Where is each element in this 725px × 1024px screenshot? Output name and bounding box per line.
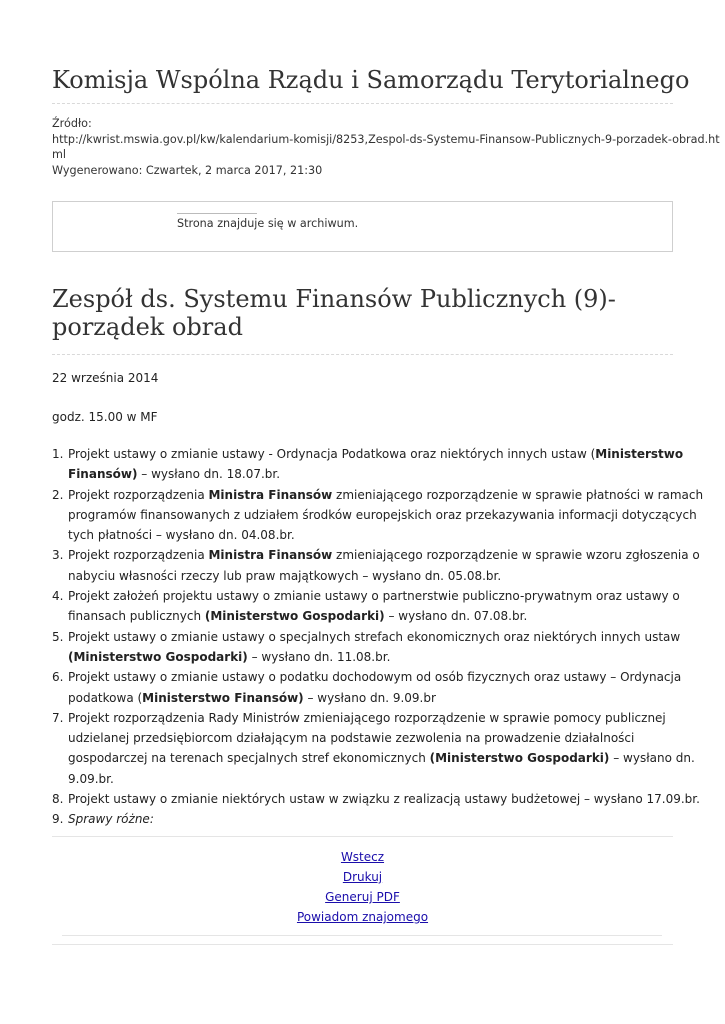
footer-divider bbox=[52, 944, 673, 945]
agenda-item-text: – wysłano dn. 07.08.br. bbox=[384, 609, 528, 624]
agenda-item-line bbox=[68, 728, 673, 748]
article-title-line-1: Zespół ds. Systemu Finansów Publicznych (9)- bbox=[52, 285, 616, 313]
agenda-item-emphasis: Ministerstwo Finansów) bbox=[142, 690, 304, 705]
agenda-item-number: 1. bbox=[52, 447, 64, 461]
agenda-item-line bbox=[68, 667, 682, 687]
agenda-item-emphasis: Ministra Finansów bbox=[208, 487, 333, 502]
notify-friend-link[interactable]: Powiadom znajomego bbox=[296, 910, 429, 924]
agenda-item-emphasis: (Ministerstwo Gospodarki) bbox=[204, 609, 385, 624]
meeting-date: 22 września 2014 bbox=[52, 371, 159, 385]
agenda-item-text: zmieniającego rozporządzenie w sprawie płatności w ramach bbox=[332, 487, 704, 502]
agenda-item-number: 8. bbox=[52, 792, 64, 807]
agenda-item bbox=[52, 809, 673, 829]
article-title-line-2: porządek obrad bbox=[52, 313, 243, 341]
article-title-divider bbox=[52, 354, 673, 355]
content-divider bbox=[52, 836, 673, 837]
agenda-item-text: 9.09.br. bbox=[68, 771, 114, 786]
agenda-item-text: – wysłano dn. 9.09.br bbox=[303, 690, 436, 705]
agenda-item-text: – wysłano dn. 11.08.br. bbox=[247, 649, 391, 664]
agenda-item-line bbox=[68, 627, 681, 647]
page-actions bbox=[52, 847, 673, 927]
source-url-line-1: http://kwrist.mswia.gov.pl/kw/kalendarium-komisji/8253,Zespol-ds-Systemu-Finansow-Publicznych-9-porzadek-obrad.ht bbox=[52, 132, 720, 146]
agenda-item-number: 3. bbox=[52, 548, 64, 563]
agenda-item-text: udzielanej przedsiębiorcom działającym na podstawie zezwolenia na prowadzenie działalności bbox=[68, 731, 635, 746]
agenda-item bbox=[52, 667, 682, 708]
agenda-item-text: Projekt rozporządzenia bbox=[68, 487, 209, 502]
agenda-item-text: zmieniającego rozporządzenie w sprawie wzoru zgłoszenia o bbox=[332, 548, 700, 563]
agenda-item-text: Projekt ustawy o zmianie ustawy o podatku dochodowym od osób fizycznych oraz ustawy – Ordynacja bbox=[68, 670, 682, 685]
agenda-item bbox=[52, 708, 695, 789]
agenda-item-line bbox=[68, 748, 695, 768]
site-title: Komisja Wspólna Rządu i Samorządu Terytorialnego bbox=[52, 66, 690, 94]
agenda-item bbox=[52, 627, 681, 668]
agenda-item-line bbox=[68, 586, 680, 606]
agenda-item-number: 9. bbox=[52, 812, 64, 827]
agenda-item-text: Sprawy różne: bbox=[68, 812, 154, 827]
agenda-item-text: programów finansowanych z udziałem środków europejskich oraz przekazywania informacji dotyczących bbox=[68, 507, 697, 522]
agenda-item-text: podatkowa ( bbox=[68, 690, 143, 705]
agenda-item-line bbox=[68, 566, 673, 586]
agenda-item-emphasis: (Ministerstwo Gospodarki) bbox=[429, 751, 610, 766]
agenda-item-line bbox=[68, 789, 700, 809]
source-url-line-2: ml bbox=[52, 148, 67, 161]
archive-notice-rule bbox=[177, 213, 257, 214]
agenda-item-number: 5. bbox=[52, 629, 64, 644]
agenda-item-text: Projekt ustawy o zmianie niektórych ustaw w związku z realizacją ustawy budżetowej – wysłano 17.09.br. bbox=[68, 792, 700, 807]
agenda-item-line bbox=[68, 809, 673, 829]
agenda-item-text: finansach publicznych bbox=[68, 609, 205, 624]
agenda-item-line bbox=[68, 545, 700, 565]
agenda-item-line bbox=[68, 505, 697, 525]
agenda-item-line bbox=[68, 769, 673, 789]
agenda-item-text: Projekt założeń projektu ustawy o zmianie ustawy o partnerstwie publiczno-prywatnym oraz ustawy o bbox=[68, 589, 680, 604]
agenda-item-text: Projekt ustawy o zmianie ustawy o specjalnych strefach ekonomicznych oraz niektórych innych ustaw bbox=[68, 629, 681, 644]
agenda-item-text: Projekt ustawy o zmianie ustawy - Ordynacja Podatkowa oraz niektórych innych ustaw ( bbox=[68, 447, 596, 461]
agenda-item-emphasis: (Ministerstwo Gospodarki) bbox=[68, 649, 248, 664]
agenda-item-line bbox=[68, 485, 704, 505]
agenda-item-line bbox=[68, 444, 684, 464]
agenda-item-line bbox=[68, 606, 673, 626]
footer-divider-inner bbox=[62, 935, 662, 936]
agenda-item-emphasis: Ministerstwo bbox=[595, 447, 684, 461]
agenda-item-text: nabyciu własności rzeczy lub praw majątkowych – wysłano dn. 05.08.br. bbox=[68, 568, 502, 583]
agenda-item-text: – wysłano dn. 18.07.br. bbox=[137, 467, 281, 482]
agenda-item-number: 4. bbox=[52, 589, 64, 604]
meeting-time: godz. 15.00 w MF bbox=[52, 410, 158, 424]
agenda-item bbox=[52, 444, 684, 485]
archive-notice-text: Strona znajduje się w archiwum. bbox=[177, 217, 359, 230]
agenda-item-text: Projekt rozporządzenia bbox=[68, 548, 209, 563]
print-link[interactable]: Drukuj bbox=[342, 870, 383, 884]
agenda-item-line bbox=[68, 647, 673, 667]
agenda-item-emphasis: Ministra Finansów bbox=[208, 548, 333, 563]
agenda-list bbox=[52, 444, 704, 830]
agenda-item bbox=[52, 586, 680, 627]
article-title bbox=[52, 285, 673, 341]
archive-notice-box bbox=[52, 201, 673, 252]
agenda-item-number: 6. bbox=[52, 670, 64, 685]
source-meta bbox=[52, 116, 720, 178]
agenda-item bbox=[52, 789, 700, 809]
agenda-item-text: Projekt rozporządzenia Rady Ministrów zmieniającego rozporządzenie w sprawie pomocy publicznej bbox=[68, 710, 666, 725]
agenda-item-number: 7. bbox=[52, 710, 64, 725]
agenda-item-text: gospodarczej na terenach specjalnych stref ekonomicznych bbox=[68, 751, 430, 766]
agenda-item-line bbox=[68, 525, 673, 545]
agenda-item bbox=[52, 485, 704, 546]
title-divider bbox=[52, 103, 673, 104]
agenda-item-text: – wysłano dn. bbox=[609, 751, 695, 766]
agenda-item bbox=[52, 545, 700, 586]
agenda-item-text: tych płatności – wysłano dn. 04.08.br. bbox=[68, 528, 295, 543]
agenda-item-line bbox=[68, 464, 673, 484]
agenda-item-emphasis: Finansów) bbox=[68, 467, 138, 482]
back-link[interactable]: Wstecz bbox=[340, 850, 385, 864]
generated-date: Wygenerowano: Czwartek, 2 marca 2017, 21:30 bbox=[52, 163, 323, 177]
agenda-item-line bbox=[68, 688, 673, 708]
agenda-item-number: 2. bbox=[52, 487, 64, 502]
agenda-item-line bbox=[68, 708, 673, 728]
source-label: Źródło: bbox=[52, 117, 92, 130]
generate-pdf-link[interactable]: Generuj PDF bbox=[325, 890, 400, 904]
